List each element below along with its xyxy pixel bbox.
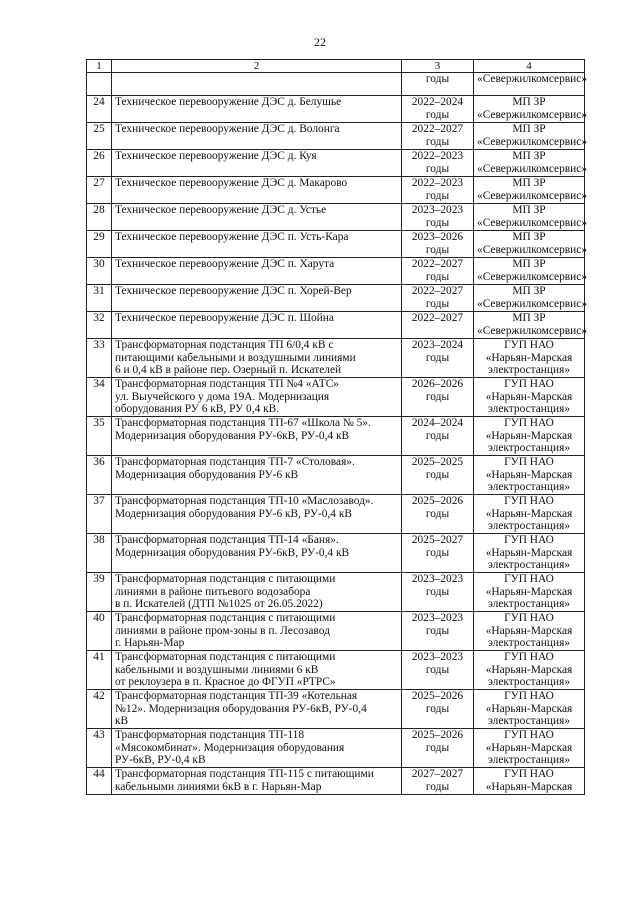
row-number: 26 xyxy=(87,150,112,177)
row-description xyxy=(112,612,402,651)
row-organization xyxy=(474,651,585,690)
row-organization xyxy=(474,456,585,495)
row-description xyxy=(112,258,402,285)
row-description-line: оборудования РУ 6 кВ, РУ 0,4 кВ. xyxy=(115,403,280,416)
row-years xyxy=(402,204,474,231)
row-number: 35 xyxy=(87,417,112,456)
row-years-line: годы xyxy=(425,162,450,175)
row-description-line: Техническое перевооружение ДЭС п. Хорей-Вер xyxy=(115,285,352,297)
row-organization-line: «Севержилкомсервис» xyxy=(477,108,588,121)
row-organization-line: ГУП НАО xyxy=(504,495,554,507)
row-years-line: годы xyxy=(425,390,450,403)
row-years-line: годы xyxy=(425,270,450,283)
row-description xyxy=(112,96,402,123)
row-description-line: ул. Выучейского у дома 19А. Модернизация xyxy=(115,390,330,403)
table-row xyxy=(87,495,585,534)
row-years xyxy=(402,96,474,123)
row-description-line: линиями в районе питьевого водозабора xyxy=(115,585,311,598)
table-row xyxy=(87,285,585,312)
row-years xyxy=(402,729,474,768)
row-years-line: 2026–2026 xyxy=(411,378,464,390)
row-description xyxy=(112,651,402,690)
row-organization xyxy=(474,204,588,231)
row-description xyxy=(112,285,402,312)
row-years-line: 2023–2023 xyxy=(411,204,464,216)
row-years xyxy=(402,339,474,378)
row-years xyxy=(402,495,474,534)
header-cell: 2 xyxy=(112,60,402,73)
row-description xyxy=(112,378,402,417)
row-years-line: годы xyxy=(425,741,450,754)
row-years-line: годы xyxy=(425,73,450,85)
row-years xyxy=(402,312,474,339)
row-number: 36 xyxy=(87,456,112,495)
row-years-line: 2025–2027 xyxy=(411,534,464,546)
row-organization-line: электростанция» xyxy=(487,559,571,572)
row-number xyxy=(87,73,112,96)
row-organization-line: «Нарьян-Марская xyxy=(485,663,573,676)
row-organization-line: электростанция» xyxy=(487,442,571,455)
row-description-line: Трансформаторная подстанция ТП №4 «АТС» xyxy=(115,378,339,390)
header-cell: 1 xyxy=(87,60,112,73)
table-row xyxy=(87,768,585,795)
row-description-line: Трансформаторная подстанция ТП-115 с питающими xyxy=(115,768,374,780)
row-years xyxy=(402,177,474,204)
table-row xyxy=(87,456,585,495)
row-description xyxy=(112,123,402,150)
row-years-line: 2022–2027 xyxy=(411,258,464,270)
row-description-line: Техническое перевооружение ДЭС д. Устье xyxy=(115,204,327,216)
row-years-line: годы xyxy=(425,216,450,229)
row-years-line: годы xyxy=(425,243,450,256)
row-years-line: годы xyxy=(425,702,450,715)
row-organization-line: ГУП НАО xyxy=(504,339,554,351)
row-years-line: 2022–2024 xyxy=(411,96,464,108)
row-description xyxy=(112,495,402,534)
table-row xyxy=(87,177,585,204)
row-years-line: 2023–2023 xyxy=(411,651,464,663)
row-organization xyxy=(474,534,585,573)
row-number: 29 xyxy=(87,231,112,258)
row-years xyxy=(402,150,474,177)
row-organization-line: «Севержилкомсервис» xyxy=(477,162,588,175)
row-description-line: питающими кабельными и воздушными линиями xyxy=(115,351,356,364)
row-organization-line: электростанция» xyxy=(487,364,571,377)
row-number: 24 xyxy=(87,96,112,123)
row-organization-line: МП ЗР xyxy=(512,312,546,324)
row-description-line: от реклоузера в п. Красное до ФГУП «РТРС» xyxy=(115,676,336,689)
table-row xyxy=(87,231,585,258)
row-organization-line: «Севержилкомсервис» xyxy=(477,73,588,85)
table-row xyxy=(87,150,585,177)
row-description-line: линиями в районе пром-зоны в п. Лесозавод xyxy=(115,624,330,637)
row-years-line: 2023–2023 xyxy=(411,612,464,624)
row-description-line: «Мясокомбинат». Модернизация оборудования xyxy=(115,741,345,754)
row-number: 43 xyxy=(87,729,112,768)
row-organization xyxy=(474,495,585,534)
row-organization-line: электростанция» xyxy=(487,520,571,533)
row-organization-line: МП ЗР xyxy=(512,150,546,162)
row-organization xyxy=(474,231,588,258)
row-description-line: Трансформаторная подстанция ТП-10 «Маслозавод». xyxy=(115,495,374,507)
row-organization-line: МП ЗР xyxy=(512,231,546,243)
row-organization-line: «Севержилкомсервис» xyxy=(477,270,588,283)
row-organization-line: «Нарьян-Марская xyxy=(485,702,573,715)
table-row xyxy=(87,378,585,417)
row-description xyxy=(112,417,402,456)
row-organization-line: «Нарьян-Марская xyxy=(485,546,573,559)
row-description-line: Модернизация оборудования РУ-6кВ, РУ-0,4 кВ xyxy=(115,546,350,559)
row-organization xyxy=(474,285,588,312)
row-years-line: годы xyxy=(425,663,450,676)
row-organization-line: «Нарьян-Марская xyxy=(485,390,573,403)
row-number: 34 xyxy=(87,378,112,417)
row-organization xyxy=(474,417,585,456)
row-organization-line: ГУП НАО xyxy=(504,729,554,741)
row-number: 38 xyxy=(87,534,112,573)
table-row xyxy=(87,534,585,573)
row-years xyxy=(402,612,474,651)
row-description xyxy=(112,534,402,573)
table-row xyxy=(87,258,585,285)
row-description-line: Модернизация оборудования РУ-6 кВ xyxy=(115,468,299,481)
header-cell: 3 xyxy=(402,60,474,73)
row-organization xyxy=(474,573,585,612)
row-years xyxy=(402,534,474,573)
projects-table xyxy=(86,59,588,795)
row-years-line: 2025–2026 xyxy=(411,729,464,741)
row-description-line: Трансформаторная подстанция ТП-14 «Баня». xyxy=(115,534,339,546)
row-organization-line: «Нарьян-Марская xyxy=(485,507,573,520)
row-description-line: Техническое перевооружение ДЭС д. Волонга xyxy=(115,123,340,135)
row-description-line: Техническое перевооружение ДЭС п. Харута xyxy=(115,258,335,270)
row-years xyxy=(402,768,474,795)
table-row xyxy=(87,612,585,651)
row-description xyxy=(112,231,402,258)
row-years-line: 2022–2023 xyxy=(411,177,464,189)
row-years-line: годы xyxy=(425,429,450,442)
table-row xyxy=(87,339,585,378)
row-number: 33 xyxy=(87,339,112,378)
row-organization-line: «Севержилкомсервис» xyxy=(477,324,588,337)
row-years-line: годы xyxy=(425,468,450,481)
row-description-line: Техническое перевооружение ДЭС п. Шойна xyxy=(115,312,334,324)
row-description-line: Техническое перевооружение ДЭС д. Куя xyxy=(115,150,317,162)
row-description xyxy=(112,768,402,795)
page-number: 22 xyxy=(314,35,326,49)
row-number: 32 xyxy=(87,312,112,339)
row-description-line: Техническое перевооружение ДЭС п. Усть-Кара xyxy=(115,231,349,243)
row-description xyxy=(112,573,402,612)
row-organization xyxy=(474,150,588,177)
row-description xyxy=(112,73,402,96)
row-description-line: в п. Искателей (ДТП №1025 от 26.05.2022) xyxy=(115,598,323,611)
table-row xyxy=(87,96,585,123)
row-description xyxy=(112,177,402,204)
row-organization-line: ГУП НАО xyxy=(504,651,554,663)
row-years xyxy=(402,123,474,150)
row-description-line: РУ-6кВ, РУ-0,4 кВ xyxy=(115,754,206,767)
table-header-row xyxy=(87,60,585,73)
row-description-line: №12». Модернизация оборудования РУ-6кВ, РУ-0,4 xyxy=(115,702,367,715)
row-description-line: Трансформаторная подстанция ТП-118 xyxy=(115,729,305,741)
row-years-line: годы xyxy=(425,546,450,559)
row-years-line: годы xyxy=(425,780,450,793)
row-description xyxy=(112,690,402,729)
row-organization-line: «Севержилкомсервис» xyxy=(477,135,588,148)
row-years xyxy=(402,417,474,456)
row-organization-line: «Севержилкомсервис» xyxy=(477,216,588,229)
row-organization-line: ГУП НАО xyxy=(504,417,554,429)
row-organization xyxy=(474,378,585,417)
row-organization-line: МП ЗР xyxy=(512,258,546,270)
row-years-line: 2022–2027 xyxy=(411,312,464,324)
row-number: 31 xyxy=(87,285,112,312)
row-years xyxy=(402,690,474,729)
row-years-line: 2027–2027 xyxy=(411,768,464,780)
row-organization-line: электростанция» xyxy=(487,637,571,650)
row-organization xyxy=(474,258,588,285)
row-organization xyxy=(474,612,585,651)
row-years-line: годы xyxy=(425,507,450,520)
row-years xyxy=(402,231,474,258)
row-organization-line: ГУП НАО xyxy=(504,534,554,546)
table-row xyxy=(87,690,585,729)
row-organization-line: МП ЗР xyxy=(512,285,546,297)
row-organization xyxy=(474,339,585,378)
row-description xyxy=(112,204,402,231)
row-number: 42 xyxy=(87,690,112,729)
row-years xyxy=(402,573,474,612)
row-organization-line: «Севержилкомсервис» xyxy=(477,297,588,310)
row-years xyxy=(402,285,474,312)
row-number: 41 xyxy=(87,651,112,690)
row-description-line: Техническое перевооружение ДЭС д. Белушье xyxy=(115,96,342,108)
row-years-line: 2023–2024 xyxy=(411,339,464,351)
row-organization-line: ГУП НАО xyxy=(504,612,554,624)
row-description xyxy=(112,339,402,378)
row-number: 28 xyxy=(87,204,112,231)
row-organization-line: «Нарьян-Марская xyxy=(485,741,573,754)
row-organization-line: МП ЗР xyxy=(512,96,546,108)
row-organization-line: «Нарьян-Марская xyxy=(485,468,573,481)
row-number: 25 xyxy=(87,123,112,150)
table-row xyxy=(87,417,585,456)
row-description-line: 6 и 0,4 кВ в районе пер. Озерный п. Искателей xyxy=(115,364,342,377)
row-organization-line: электростанция» xyxy=(487,754,571,767)
row-years-line: 2023–2023 xyxy=(411,573,464,585)
row-description xyxy=(112,312,402,339)
row-years-line: годы xyxy=(425,297,450,310)
row-description-line: Модернизация оборудования РУ-6кВ, РУ-0,4 кВ xyxy=(115,429,350,442)
row-description-line: Техническое перевооружение ДЭС д. Макарово xyxy=(115,177,348,189)
row-years xyxy=(402,456,474,495)
row-description-line: Трансформаторная подстанция с питающими xyxy=(115,651,336,663)
row-number: 30 xyxy=(87,258,112,285)
row-organization-line: электростанция» xyxy=(487,715,571,728)
table-row xyxy=(87,123,585,150)
row-years xyxy=(402,378,474,417)
row-description-line: Трансформаторная подстанция ТП 6/0,4 кВ с xyxy=(115,339,334,351)
row-description-line: Трансформаторная подстанция ТП-7 «Столовая». xyxy=(115,456,355,468)
table-row xyxy=(87,312,585,339)
row-organization-line: «Нарьян-Марская xyxy=(485,624,573,637)
row-organization xyxy=(474,96,588,123)
table-row xyxy=(87,204,585,231)
row-organization-line: «Нарьян-Марская xyxy=(485,780,573,793)
row-organization-line: «Севержилкомсервис» xyxy=(477,189,588,202)
row-years-line: годы xyxy=(425,108,450,121)
row-description-line: Трансформаторная подстанция ТП-67 «Школа № 5». xyxy=(115,417,371,429)
table-row xyxy=(87,573,585,612)
row-organization-line: электростанция» xyxy=(487,481,571,494)
row-organization-line: «Нарьян-Марская xyxy=(485,351,573,364)
row-organization-line: МП ЗР xyxy=(512,204,546,216)
row-organization xyxy=(474,177,588,204)
row-years xyxy=(402,73,474,96)
row-organization-line: электростанция» xyxy=(487,598,571,611)
row-organization-line: ГУП НАО xyxy=(504,378,554,390)
row-years-line: 2022–2027 xyxy=(411,123,464,135)
row-number: 40 xyxy=(87,612,112,651)
row-organization-line: МП ЗР xyxy=(512,177,546,189)
row-organization-line: ГУП НАО xyxy=(504,690,554,702)
row-years-line: 2022–2027 xyxy=(411,285,464,297)
row-organization-line: электростанция» xyxy=(487,403,571,416)
row-organization-line: ГУП НАО xyxy=(504,456,554,468)
row-description xyxy=(112,150,402,177)
row-years-line: годы xyxy=(425,624,450,637)
row-years-line: 2025–2025 xyxy=(411,456,464,468)
row-years-line: 2025–2026 xyxy=(411,690,464,702)
row-organization-line: «Севержилкомсервис» xyxy=(477,243,588,256)
row-years-line: годы xyxy=(425,189,450,202)
row-organization xyxy=(474,73,588,96)
row-number: 27 xyxy=(87,177,112,204)
row-organization xyxy=(474,312,588,339)
table-row xyxy=(87,651,585,690)
row-description xyxy=(112,729,402,768)
row-years-line: годы xyxy=(425,351,450,364)
row-organization xyxy=(474,123,588,150)
row-organization xyxy=(474,729,585,768)
row-organization-line: «Нарьян-Марская xyxy=(485,585,573,598)
row-description-line: г. Нарьян-Мар xyxy=(115,637,185,650)
row-organization-line: ГУП НАО xyxy=(504,768,554,780)
row-organization-line: МП ЗР xyxy=(512,123,546,135)
row-number: 44 xyxy=(87,768,112,795)
row-organization-line: «Нарьян-Марская xyxy=(485,429,573,442)
row-description-line: Трансформаторная подстанция ТП-39 «Котельная xyxy=(115,690,358,702)
row-description xyxy=(112,456,402,495)
row-years xyxy=(402,651,474,690)
row-description-line: кабельными и воздушными линиями 6 кВ xyxy=(115,663,319,676)
row-years-line: годы xyxy=(425,135,450,148)
row-description-line: Трансформаторная подстанция с питающими xyxy=(115,612,336,624)
row-years-line: 2023–2026 xyxy=(411,231,464,243)
row-years-line: 2022–2023 xyxy=(411,150,464,162)
row-description-line: Трансформаторная подстанция с питающими xyxy=(115,573,336,585)
row-organization xyxy=(474,768,585,795)
row-number: 37 xyxy=(87,495,112,534)
table-row xyxy=(87,729,585,768)
row-description-line: кабельными линиями 6кВ в г. Нарьян-Мар xyxy=(115,780,322,793)
row-years-line: 2025–2026 xyxy=(411,495,464,507)
row-description-line: Модернизация оборудования РУ-6 кВ, РУ-0,4 кВ xyxy=(115,507,352,520)
row-organization-line: электростанция» xyxy=(487,676,571,689)
table-row xyxy=(87,73,585,96)
row-organization xyxy=(474,690,585,729)
row-organization-line: ГУП НАО xyxy=(504,573,554,585)
row-years xyxy=(402,258,474,285)
row-years-line: годы xyxy=(425,585,450,598)
row-description-line: кВ xyxy=(115,715,129,728)
row-years-line: 2024–2024 xyxy=(411,417,464,429)
row-number: 39 xyxy=(87,573,112,612)
header-cell: 4 xyxy=(474,60,585,73)
